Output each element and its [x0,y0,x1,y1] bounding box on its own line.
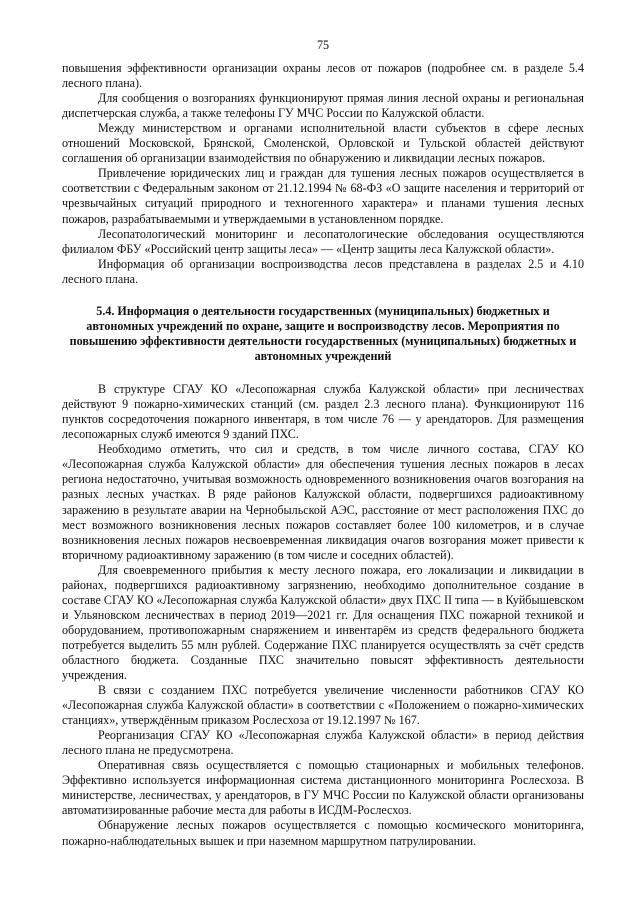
section-heading: 5.4. Информация о деятельности государственных (муниципальных) бюджетных и автономных учреждений по охране, защите и воспроизводству лесов. Мероприятия по повышению эффективности деятельности государственных (муниципальных) бюджетных и автономных учреждений [69,303,577,364]
page-number: 75 [316,38,330,52]
paragraph-structure: В структуре СГАУ КО «Лесопожарная служба Калужской области» при лесничествах действуют 9 пожарно-химических станций (см. раздел 2.3 лесного плана). Функционируют 116 пунктов сосредоточения пожарного инвентаря, в том числе 76 — у арендаторов. Для размещения лесопожарных служб имеются 9 зданий ПХС. [62,382,584,442]
paragraph-staff-increase: В связи с созданием ПХС потребуется увеличение численности работников СГАУ КО «Лесопожарная служба Калужской области» в соответствии с «Положением о пожарно-химических станциях», утверждённым приказом Рослесхоза от 19.12.1997 № 167. [62,683,584,728]
paragraph-citizen-involvement: Привлечение юридических лиц и граждан для тушения лесных пожаров осуществляется в соответствии с Федеральным законом от 21.12.1994 № 68-ФЗ «О защите населения и территорий от чрезвычайных ситуаций природного и техногенного характера» и планами тушения лесных пожаров, разрабатываемыми и утверждаемыми в установленном порядке. [62,166,584,226]
paragraph-forest-pathology: Лесопатологический мониторинг и лесопатологические обследования осуществляются филиалом ФБУ «Российский центр защиты леса» — «Центр защиты леса Калужской области». [62,226,584,256]
paragraph-insufficient-resources: Необходимо отметить, что сил и средств, в том числе личного состава, СГАУ КО «Лесопожарная служба Калужской области» для обеспечения тушения лесных пожаров в лесах региона недостаточно, учитывая возможность одновременного возникновения очагов возгорания на разных лесных участках. В ряде районов Калужской области, подвергшихся радиоактивному заражению в результате аварии на Чернобыльской АЭС, расстояние от мест расположения ПХС до мест возможного возникновения лесных пожаров составляет более 100 километров, и в случае возникновения лесных пожаров несвоевременная ликвидация очагов возгорания может привести к вторичному радиоактивному заражению (в том числе и соседних областей). [62,442,584,562]
paragraph-communication: Оперативная связь осуществляется с помощью стационарных и мобильных телефонов. Эффективно используется информационная система дистанционного мониторинга Рослесхоза. В министерстве, лесничествах, у арендаторов, в ГУ МЧС России по Калужской области организованы автоматизированные рабочие места для работы в ИСДМ-Рослесхоз. [62,758,584,818]
paragraph-interregional-agreements: Между министерством и органами исполнительной власти субъектов в сфере лесных отношений Московской, Брянской, Смоленской, Орловской и Тульской областей действуют соглашения об организации взаимодействия по обнаружению и ликвидации лесных пожаров. [62,121,584,166]
paragraph-new-stations: Для своевременного прибытия к месту лесного пожара, его локализации и ликвидации в районах, подвергшихся радиоактивному загрязнению, необходимо дополнительное создание в составе СГАУ КО «Лесопожарная служба Калужской области» двух ПХС II типа — в Куйбышевском и Ульяновском лесничествах в период 2019—2021 гг. Для оснащения ПХС пожарной техникой и оборудованием, противопожарным снаряжением и инвентарём из средств федерального бюджета потребуется выделить 55 млн рублей. Содержание ПХС планируется осуществлять за счёт средств областного бюджета. Созданные ПХС значительно повысят эффективность деятельности учреждения. [62,562,584,683]
paragraph-reorganization: Реорганизация СГАУ КО «Лесопожарная служба Калужской области» в период действия лесного плана не предусмотрена. [62,728,584,758]
paragraph-fire-detection: Обнаружение лесных пожаров осуществляется с помощью космического мониторинга, пожарно-наблюдательных вышек и при наземном маршрутном патрулировании. [62,818,584,848]
paragraph-reporting-fires: Для сообщения о возгораниях функционируют прямая линия лесной охраны и региональная диспетчерская служба, а также телефоны ГУ МЧС России по Калужской области. [62,91,584,121]
document-page [62,38,584,849]
paragraph-reproduction-reference: Информация об организации воспроизводства лесов представлена в разделах 2.5 и 4.10 лесного плана. [62,256,584,286]
paragraph-continuation: повышения эффективности организации охраны лесов от пожаров (подробнее см. в разделе 5.4 лесного плана). [62,61,584,91]
